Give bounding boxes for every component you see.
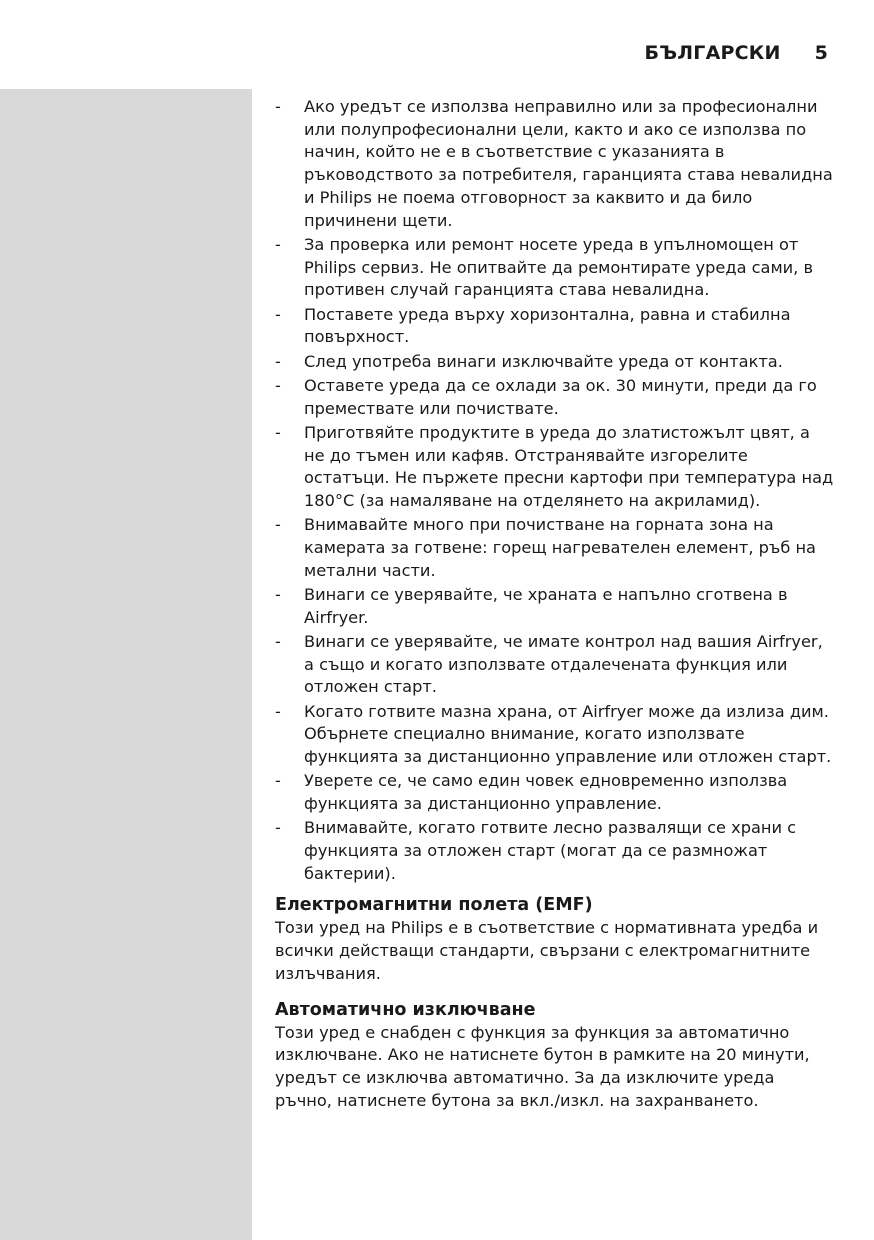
bullet-dash: - bbox=[275, 818, 281, 838]
auto-off-section bbox=[275, 998, 835, 1113]
bullet-dash: - bbox=[275, 375, 281, 395]
side-margin-band bbox=[0, 89, 252, 1240]
bullet-text: Приготвяйте продуктите в уреда до златистожълт цвят, а не до тъмен или кафяв. Отстранявайте изгорелите остатъци. Не пържете пресни картофи при температура над 180°C (за намаляване на отделянето на акриламид). bbox=[304, 422, 834, 510]
page-number: 5 bbox=[814, 42, 828, 64]
page-header bbox=[645, 42, 828, 64]
bullet-text: Уверете се, че само един човек едновременно използва функцията за дистанционно управление. bbox=[304, 771, 788, 814]
language-label: БЪЛГАРСКИ bbox=[644, 42, 781, 64]
auto-off-heading: Автоматично изключване bbox=[275, 999, 536, 1020]
bullet-text: След употреба винаги изключвайте уреда от контакта. bbox=[304, 351, 783, 371]
bullet-text: Ако уредът се използва неправилно или за професионални или полупрофесионални цели, както и ако се използва по начин, който не е в съответствие с указанията в ръководството за потребителя, гаранцията става невалидна и Philips не поема отговорност за каквито и да било причинени щети. bbox=[304, 97, 833, 230]
list-item bbox=[275, 96, 835, 232]
emf-heading: Електромагнитни полета (EMF) bbox=[275, 895, 593, 916]
list-item bbox=[275, 701, 835, 769]
bullet-text: Поставете уреда върху хоризонтална, равна и стабилна повърхност. bbox=[304, 304, 791, 347]
list-item bbox=[275, 631, 835, 699]
list-item bbox=[275, 234, 835, 302]
bullet-text: Оставете уреда да се охлади за ок. 30 минути, преди да го премествате или почиствате. bbox=[304, 375, 817, 418]
bullet-dash: - bbox=[275, 351, 281, 371]
bullet-dash: - bbox=[275, 515, 281, 535]
bullet-dash: - bbox=[275, 422, 281, 442]
bullet-text: Винаги се уверявайте, че храната е напълно сготвена в Airfryer. bbox=[304, 584, 788, 627]
emf-section bbox=[275, 893, 835, 985]
list-item bbox=[275, 514, 835, 582]
list-item bbox=[275, 770, 835, 815]
main-content bbox=[275, 96, 835, 1112]
auto-off-body: Този уред е снабден с функция за функция за автоматично изключване. Ако не натиснете бутон в рамките на 20 минути, уредът се изключва автоматично. За да изключите уреда ръчно, натиснете бутона за вкл./изкл. на захранването. bbox=[275, 1022, 810, 1110]
list-item bbox=[275, 422, 835, 513]
list-item bbox=[275, 304, 835, 349]
list-item bbox=[275, 584, 835, 629]
bullet-dash: - bbox=[275, 304, 281, 324]
bullet-dash: - bbox=[275, 234, 281, 254]
bullet-text: Винаги се уверявайте, че имате контрол над вашия Airfryer, а също и когато използвате отдалечената функция или отложен старт. bbox=[304, 631, 823, 697]
list-item bbox=[275, 351, 835, 374]
bullet-dash: - bbox=[275, 97, 281, 116]
list-item bbox=[275, 817, 835, 885]
bullet-dash: - bbox=[275, 631, 281, 651]
bullet-text: Внимавайте, когато готвите лесно развалящи се храни с функцията за отложен старт (могат да се размножат бактерии). bbox=[304, 818, 797, 883]
list-item bbox=[275, 375, 835, 420]
bullet-text: Внимавайте много при почистване на горната зона на камерата за готвене: горещ нагревателен елемент, ръб на метални части. bbox=[304, 515, 816, 580]
bullet-text: Когато готвите мазна храна, от Airfryer може да излиза дим. Обърнете специално внимание, когато използвате функцията за дистанционно управление или отложен старт. bbox=[304, 701, 832, 767]
bullet-text: За проверка или ремонт носете уреда в упълномощен от Philips сервиз. Не опитвайте да ремонтирате уреда сами, в противен случай гаранцията става невалидна. bbox=[304, 234, 814, 300]
safety-bullet-list bbox=[275, 96, 835, 885]
bullet-dash: - bbox=[275, 584, 281, 604]
bullet-dash: - bbox=[275, 771, 281, 791]
emf-body: Този уред на Philips е в съответствие с нормативната уредба и всички действащи стандарти, свързани с електромагнитните излъчвания. bbox=[275, 918, 819, 983]
bullet-dash: - bbox=[275, 701, 281, 721]
